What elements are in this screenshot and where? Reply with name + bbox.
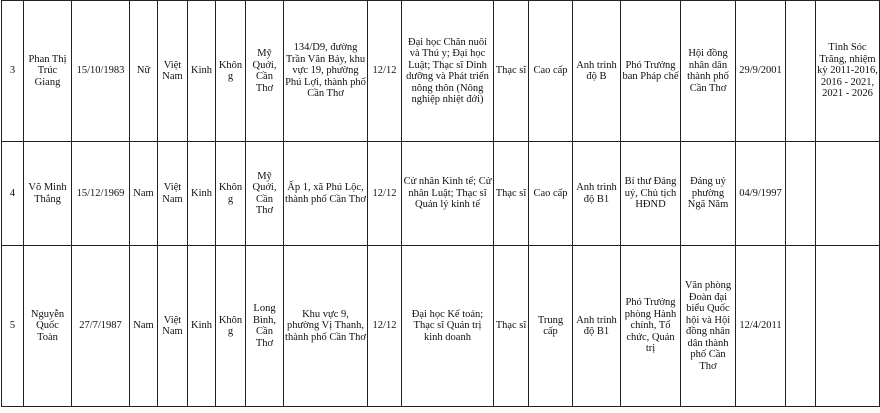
religion-cell: Không	[216, 142, 246, 246]
table-row	[2, 142, 880, 246]
residence-cell: Khu vực 9, phường Vị Thanh, thành phố Cần Thơ	[284, 246, 368, 407]
professional-qualification-cell: Đại học Kế toán; Thạc sĩ Quản trị kinh doanh	[402, 246, 494, 407]
workplace-cell: Văn phòng Đoàn đại biểu Quốc hội và Hội đồng nhân dân thành phố Cần Thơ	[681, 246, 736, 407]
nationality-cell: Việt Nam	[158, 246, 188, 407]
political-theory-cell: Cao cấp	[529, 1, 573, 142]
ethnicity-cell: Kinh	[188, 246, 216, 407]
party-date-cell: 29/9/2001	[736, 1, 786, 142]
residence-cell: 134/D9, đường Trần Văn Bảy, khu vực 19, phường Phú Lợi, thành phố Cần Thơ	[284, 1, 368, 142]
hometown-cell: Long Bình, Cần Thơ	[246, 246, 284, 407]
na-deputy-cell	[786, 246, 816, 407]
position-cell: Phó Trưởng ban Pháp chế	[621, 1, 681, 142]
professional-qualification-cell: Cử nhân Kinh tế; Cử nhân Luật; Thạc sĩ Quản lý kinh tế	[402, 142, 494, 246]
foreign-language-cell: Anh trình độ B	[573, 1, 621, 142]
candidate-table	[1, 0, 880, 407]
general-education-cell: 12/12	[368, 142, 402, 246]
academic-degree-cell: Thạc sĩ	[494, 246, 529, 407]
dob-cell: 15/10/1983	[72, 1, 130, 142]
gender-cell: Nữ	[130, 1, 158, 142]
name-cell: Võ Minh Thắng	[24, 142, 72, 246]
gender-cell: Nam	[130, 246, 158, 407]
table-row	[2, 246, 880, 407]
na-deputy-cell	[786, 1, 816, 142]
residence-cell: Ấp 1, xã Phú Lộc, thành phố Cần Thơ	[284, 142, 368, 246]
political-theory-cell: Cao cấp	[529, 142, 573, 246]
ethnicity-cell: Kinh	[188, 1, 216, 142]
nationality-cell: Việt Nam	[158, 1, 188, 142]
stt-cell: 3	[2, 1, 24, 142]
table-row	[2, 1, 880, 142]
political-theory-cell: Trung cấp	[529, 246, 573, 407]
gender-cell: Nam	[130, 142, 158, 246]
name-cell: Phan Thị Trúc Giang	[24, 1, 72, 142]
workplace-cell: Đảng uỷ phường Ngã Năm	[681, 142, 736, 246]
academic-degree-cell: Thạc sĩ	[494, 142, 529, 246]
hometown-cell: Mỹ Quới, Cần Thơ	[246, 1, 284, 142]
workplace-cell: Hội đồng nhân dân thành phố Cần Thơ	[681, 1, 736, 142]
stt-cell: 4	[2, 142, 24, 246]
party-date-cell: 04/9/1997	[736, 142, 786, 246]
religion-cell: Không	[216, 1, 246, 142]
ethnicity-cell: Kinh	[188, 142, 216, 246]
general-education-cell: 12/12	[368, 246, 402, 407]
position-cell: Bí thư Đảng uỷ, Chủ tịch HĐND	[621, 142, 681, 246]
general-education-cell: 12/12	[368, 1, 402, 142]
name-cell: Nguyễn Quốc Toàn	[24, 246, 72, 407]
council-deputy-cell	[816, 246, 880, 407]
dob-cell: 27/7/1987	[72, 246, 130, 407]
dob-cell: 15/12/1969	[72, 142, 130, 246]
nationality-cell: Việt Nam	[158, 142, 188, 246]
foreign-language-cell: Anh trình độ B1	[573, 246, 621, 407]
academic-degree-cell: Thạc sĩ	[494, 1, 529, 142]
council-deputy-cell: Tỉnh Sóc Trăng, nhiệm kỳ 2011-2016, 2016 - 2021, 2021 - 2026	[816, 1, 880, 142]
religion-cell: Không	[216, 246, 246, 407]
stt-cell: 5	[2, 246, 24, 407]
professional-qualification-cell: Đại học Chăn nuôi và Thú y; Đại học Luật; Thạc sĩ Dinh dưỡng và Phát triển nông thôn (Nông nghiệp nhiệt đới)	[402, 1, 494, 142]
hometown-cell: Mỹ Quới, Cần Thơ	[246, 142, 284, 246]
position-cell: Phó Trưởng phòng Hành chính, Tổ chức, Quản trị	[621, 246, 681, 407]
council-deputy-cell	[816, 142, 880, 246]
na-deputy-cell	[786, 142, 816, 246]
party-date-cell: 12/4/2011	[736, 246, 786, 407]
foreign-language-cell: Anh trình độ B1	[573, 142, 621, 246]
